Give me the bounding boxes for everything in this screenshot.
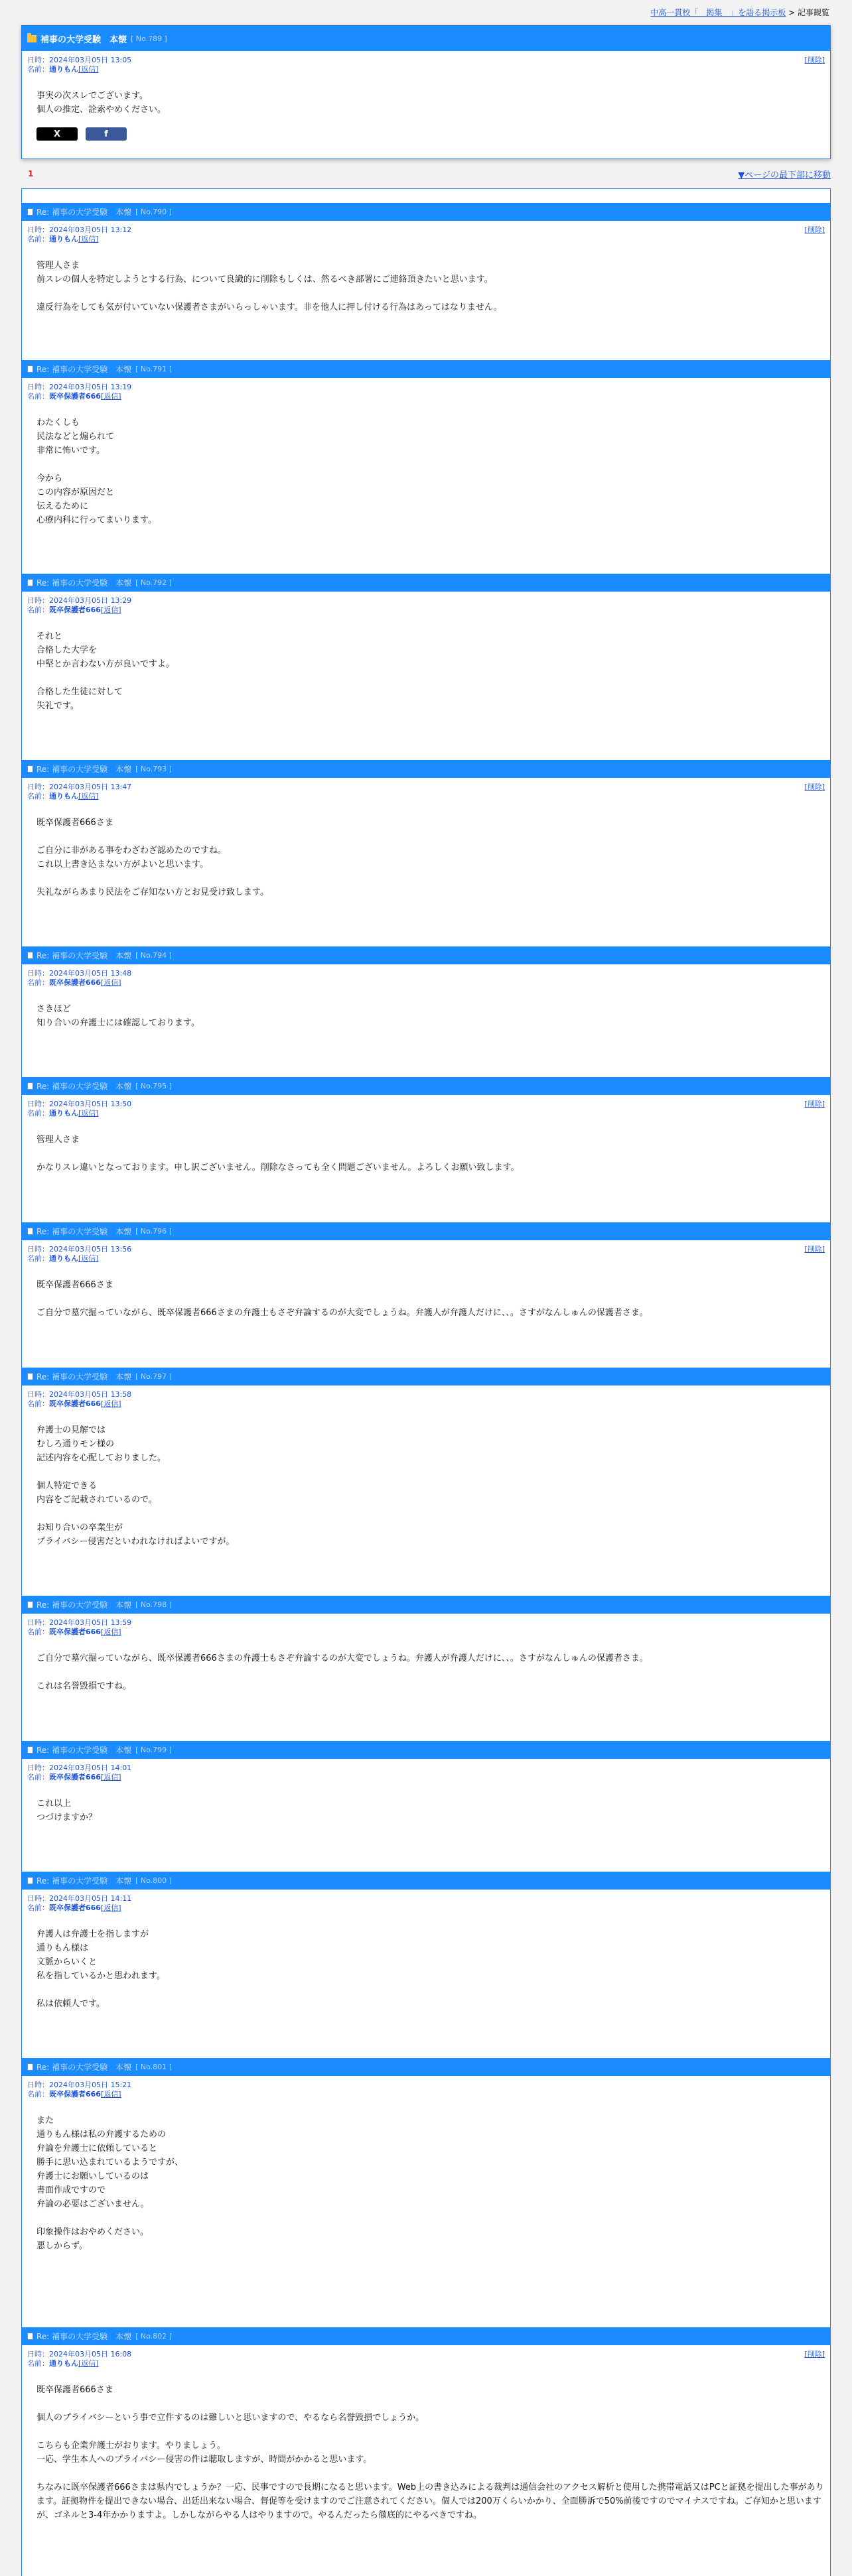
current-page-number: 1 bbox=[28, 169, 34, 178]
thread-title: 補事の大学受験 本懐 bbox=[40, 34, 127, 45]
reply-meta bbox=[22, 1890, 830, 1913]
reply-number: [ No.796 ] bbox=[135, 1227, 172, 1236]
post-paragraph: 既卒保護者666さま bbox=[36, 818, 113, 828]
reply-author: 既卒保護者666 bbox=[49, 1773, 101, 1781]
breadcrumb bbox=[0, 0, 852, 20]
reply-title-bar bbox=[22, 1596, 830, 1614]
content-wrapper bbox=[21, 25, 831, 2576]
reply-meta bbox=[22, 778, 830, 801]
jump-to-bottom-link[interactable]: ▼ページの最下部に移動 bbox=[738, 170, 831, 180]
reply-post bbox=[22, 760, 830, 946]
name-label: 名前： bbox=[27, 1903, 49, 1912]
reply-number: [ No.793 ] bbox=[135, 765, 172, 773]
reply-date: 日時：2024年03月05日 13:58 bbox=[27, 1390, 132, 1399]
reply-title-bar bbox=[22, 360, 830, 378]
name-label: 名前： bbox=[27, 1254, 49, 1263]
name-label: 名前： bbox=[27, 65, 49, 74]
reply-meta bbox=[22, 1095, 830, 1118]
reply-thread-title: 補事の大学受験 本懐 bbox=[52, 1082, 132, 1091]
post-paragraph: 個人のプライバシーという事で立件するのは難しいと思いますので、やるなら名誉毀損でしょうか。 bbox=[36, 2413, 425, 2423]
reply-date: 日時：2024年03月05日 13:59 bbox=[27, 1618, 132, 1627]
reply-author: 既卒保護者666 bbox=[49, 1903, 101, 1912]
reply-body bbox=[22, 1782, 830, 1825]
post-paragraph: かなりスレ違いとなっております。申し訳ございません。削除なさっても全く問題ございません。よろしくお願い致します。 bbox=[36, 1163, 520, 1173]
reply-title-bar bbox=[22, 1077, 830, 1095]
reply-body bbox=[22, 1913, 830, 2011]
reply-post bbox=[22, 2327, 830, 2526]
delete-link[interactable]: [削除] bbox=[804, 225, 825, 234]
reply-author: 既卒保護者666 bbox=[49, 606, 101, 614]
post-paragraph: 管理人さま 前スレの個人を特定しようとする行為、について良識的に削除もしくは、然るべき部署にご連絡頂きたいと思います。 bbox=[36, 261, 493, 285]
main-post-meta bbox=[22, 51, 830, 74]
reply-body bbox=[22, 1263, 830, 1320]
reply-author-line bbox=[27, 1254, 825, 1263]
reply-meta bbox=[22, 1759, 830, 1782]
post-paragraph: 既卒保護者666さま bbox=[36, 1280, 113, 1290]
post-paragraph: ご自分で墓穴掘っていながら、既卒保護者666さまの弁護士もさぞ弁論するのが大変でしょうね。弁護人が弁護人だけに、、。さすがなんしゅんの保護者さま。 bbox=[36, 1308, 648, 1318]
reply-number: [ No.801 ] bbox=[135, 2063, 172, 2071]
reply-post bbox=[22, 1077, 830, 1222]
document-icon bbox=[27, 1373, 33, 1380]
reply-title-bar bbox=[22, 203, 830, 221]
folder-icon bbox=[27, 35, 36, 42]
post-author: 通りもん bbox=[49, 65, 78, 74]
document-icon bbox=[27, 765, 33, 773]
breadcrumb-board-link[interactable]: 中高一貫校「 掲集 」を語る掲示板 bbox=[650, 8, 786, 17]
reply-date: 日時：2024年03月05日 13:19 bbox=[27, 383, 132, 391]
reply-link[interactable]: [返信] bbox=[100, 1773, 121, 1781]
reply-title-bar bbox=[22, 574, 830, 592]
post-paragraph: ご自分に非がある事をわざわざ認めたのですね。 これ以上書き込まない方がよいと思います。 bbox=[36, 846, 227, 869]
reply-thread-title: 補事の大学受験 本懐 bbox=[52, 951, 132, 960]
reply-author-line bbox=[27, 235, 825, 244]
reply-link[interactable]: [返信] bbox=[100, 2090, 121, 2098]
reply-thread-title: 補事の大学受験 本懐 bbox=[52, 365, 132, 374]
reply-number: [ No.792 ] bbox=[135, 578, 172, 587]
reply-prefix: Re: bbox=[36, 2331, 50, 2341]
reply-body bbox=[22, 1118, 830, 1175]
reply-title-bar bbox=[22, 1368, 830, 1385]
reply-meta bbox=[22, 592, 830, 615]
reply-list bbox=[21, 188, 831, 2576]
delete-link[interactable]: [削除] bbox=[804, 1100, 825, 1108]
reply-number: [ No.800 ] bbox=[135, 1876, 172, 1885]
reply-post bbox=[22, 1368, 830, 1596]
reply-date: 日時：2024年03月05日 13:12 bbox=[27, 225, 132, 234]
reply-prefix: Re: bbox=[36, 950, 50, 960]
reply-number: [ No.802 ] bbox=[135, 2332, 172, 2341]
reply-title-bar bbox=[22, 760, 830, 778]
reply-prefix: Re: bbox=[36, 1372, 50, 1382]
reply-author: 既卒保護者666 bbox=[49, 1399, 101, 1408]
reply-prefix: Re: bbox=[36, 1745, 50, 1755]
breadcrumb-separator: > bbox=[786, 8, 798, 17]
reply-title-bar bbox=[22, 946, 830, 964]
post-paragraph: 弁護人は弁護士を指しますが 通りもん様は 文脈からいくと 私を指しているかと思われます。 bbox=[36, 1929, 165, 1981]
reply-author: 通りもん bbox=[49, 1109, 78, 1118]
reply-post bbox=[22, 2058, 830, 2327]
reply-number: [ No.799 ] bbox=[135, 1746, 172, 1754]
reply-thread-title: 補事の大学受験 本懐 bbox=[52, 208, 132, 217]
main-post-title-bar bbox=[22, 26, 830, 51]
share-x-button[interactable] bbox=[36, 127, 78, 141]
reply-body bbox=[22, 615, 830, 713]
reply-link[interactable]: [返信] bbox=[78, 1254, 99, 1263]
reply-link[interactable]: [返信] bbox=[78, 2359, 99, 2368]
reply-link[interactable]: [返信] bbox=[100, 606, 121, 614]
reply-author: 既卒保護者666 bbox=[49, 392, 101, 401]
name-label: 名前： bbox=[27, 2090, 49, 2098]
reply-prefix: Re: bbox=[36, 1600, 50, 1610]
post-paragraph: さきほど 知り合いの弁護士には確認しております。 bbox=[36, 1004, 200, 1028]
reply-author-line bbox=[27, 2359, 825, 2368]
name-label: 名前： bbox=[27, 1628, 49, 1636]
reply-meta bbox=[22, 378, 830, 401]
document-icon bbox=[27, 1228, 33, 1235]
post-paragraph: 印象操作はおやめください。 悪しからず。 bbox=[36, 2227, 149, 2251]
name-label: 名前： bbox=[27, 1109, 49, 1118]
reply-author: 既卒保護者666 bbox=[49, 978, 101, 987]
reply-link[interactable]: [返信] bbox=[100, 1399, 121, 1408]
post-paragraph: それと 合格した大学を 中堅とか言わない方が良いですよ。 bbox=[36, 631, 175, 669]
post-date: 日時：2024年03月05日 13:05 bbox=[27, 56, 132, 64]
reply-link[interactable]: [返信] bbox=[100, 392, 121, 401]
reply-title-bar bbox=[22, 1222, 830, 1240]
reply-prefix: Re: bbox=[36, 1226, 50, 1236]
name-label: 名前： bbox=[27, 392, 49, 401]
reply-prefix: Re: bbox=[36, 2062, 50, 2072]
reply-post bbox=[22, 574, 830, 760]
reply-number: [ No.798 ] bbox=[135, 1600, 172, 1609]
reply-author: 既卒保護者666 bbox=[49, 1628, 101, 1636]
reply-author-line bbox=[27, 606, 825, 615]
document-icon bbox=[27, 1082, 33, 1090]
post-paragraph: ちなみに既卒保護者666さまは県内でしょうか？一応、民事ですので長期になると思います。Web上の書き込みによる裁判は通信会社のアクセス解析と使用した携帯電話又はPCと証拠を提出した事があります。証拠物件を提出できない場合、出廷出来ない場合、督促等を受けますのでご注意されてください。個人では200万くらいかかり、全面勝訴で50%前後ですのでマイナスですね。ご存知かと思いますが、ゴネルと3-4年かかりますよ。しかしながらやる人はやりますので。やるんだったら徹底的にやるべきですね。 bbox=[36, 2482, 824, 2520]
reply-post bbox=[22, 1222, 830, 1368]
post-paragraph: 失礼ながらあまり民法をご存知ない方とお見受け致します。 bbox=[36, 887, 269, 897]
reply-meta bbox=[22, 1614, 830, 1637]
reply-date: 日時：2024年03月05日 13:50 bbox=[27, 1100, 132, 1108]
name-label: 名前： bbox=[27, 1399, 49, 1408]
reply-prefix: Re: bbox=[36, 1876, 50, 1886]
reply-number: [ No.797 ] bbox=[135, 1372, 172, 1381]
reply-meta bbox=[22, 1385, 830, 1409]
reply-post bbox=[22, 1872, 830, 2058]
reply-link[interactable]: [返信] bbox=[78, 792, 99, 801]
post-paragraph: こちらも企業弁護士がおります。やりましょう。 一応、学生本人へのプライバシー侵害の件は聴取しますが、時間がかかると思います。 bbox=[36, 2441, 372, 2465]
post-number: [ No.789 ] bbox=[131, 34, 167, 43]
delete-link[interactable]: [削除] bbox=[804, 783, 825, 791]
reply-thread-title: 補事の大学受験 本懐 bbox=[52, 2332, 132, 2341]
reply-prefix: Re: bbox=[36, 1081, 50, 1091]
reply-thread-title: 補事の大学受験 本懐 bbox=[52, 765, 132, 774]
reply-author: 既卒保護者666 bbox=[49, 2090, 101, 2098]
reply-author-line bbox=[27, 1903, 825, 1913]
document-icon bbox=[27, 579, 33, 586]
reply-link[interactable]: [返信] bbox=[100, 1903, 121, 1912]
reply-number: [ No.795 ] bbox=[135, 1082, 172, 1090]
reply-meta bbox=[22, 964, 830, 988]
post-paragraph: 今から この内容が原因だと 伝えるために 心療内科に行ってまいります。 bbox=[36, 474, 157, 525]
post-paragraph: 事実の次スレでございます。 個人の推定、詮索やめください。 bbox=[36, 91, 167, 115]
reply-thread-title: 補事の大学受験 本懐 bbox=[52, 1372, 132, 1382]
reply-author-line bbox=[27, 1109, 825, 1118]
reply-date: 日時：2024年03月05日 14:11 bbox=[27, 1894, 132, 1903]
reply-author: 通りもん bbox=[49, 792, 78, 801]
reply-body bbox=[22, 2368, 830, 2522]
reply-author-line bbox=[27, 1628, 825, 1637]
post-paragraph: これ以上 つづけますか？ bbox=[36, 1799, 98, 1823]
reply-post bbox=[22, 203, 830, 360]
document-icon bbox=[27, 1601, 33, 1608]
reply-author: 通りもん bbox=[49, 235, 78, 243]
name-label: 名前： bbox=[27, 2359, 49, 2368]
reply-author: 通りもん bbox=[49, 2359, 78, 2368]
post-paragraph: お知り合いの卒業生が プライバシー侵害だといわれなければよいですが。 bbox=[36, 1523, 235, 1547]
reply-body bbox=[22, 988, 830, 1030]
reply-body bbox=[22, 2099, 830, 2253]
reply-post bbox=[22, 1741, 830, 1872]
document-icon bbox=[27, 208, 33, 216]
main-post-body bbox=[22, 74, 830, 117]
reply-date: 日時：2024年03月05日 16:08 bbox=[27, 2350, 132, 2358]
document-icon bbox=[27, 1746, 33, 1754]
reply-number: [ No.790 ] bbox=[135, 208, 172, 216]
delete-link[interactable]: [削除] bbox=[804, 56, 825, 64]
delete-link[interactable]: [削除] bbox=[804, 2350, 825, 2358]
reply-link[interactable]: [返信] bbox=[78, 1109, 99, 1118]
post-paragraph: 管理人さま bbox=[36, 1135, 80, 1145]
reply-date: 日時：2024年03月05日 14:01 bbox=[27, 1764, 132, 1772]
reply-date: 日時：2024年03月05日 13:29 bbox=[27, 596, 132, 605]
reply-thread-title: 補事の大学受験 本懐 bbox=[52, 1227, 132, 1236]
share-buttons bbox=[22, 117, 830, 141]
reply-link[interactable]: [返信] bbox=[100, 1628, 121, 1636]
delete-link[interactable]: [削除] bbox=[804, 1245, 825, 1254]
reply-author-line bbox=[27, 1773, 825, 1782]
reply-body bbox=[22, 1409, 830, 1549]
post-paragraph: 違反行為をしても気が付いていない保護者さまがいらっしゃいます。非を他人に押し付ける行為はあってはなりません。 bbox=[36, 302, 502, 312]
reply-title-bar bbox=[22, 2327, 830, 2345]
reply-thread-title: 補事の大学受験 本懐 bbox=[52, 1600, 132, 1610]
post-paragraph: 合格した生徒に対して 失礼です。 bbox=[36, 687, 123, 711]
name-label: 名前： bbox=[27, 235, 49, 243]
reply-date: 日時：2024年03月05日 13:56 bbox=[27, 1245, 132, 1254]
reply-meta bbox=[22, 2345, 830, 2368]
post-paragraph: ご自分で墓穴掘っていながら、既卒保護者666さまの弁護士もさぞ弁論するのが大変でしょうね。弁護人が弁護人だけに、、。さすがなんしゅんの保護者さま。 bbox=[36, 1653, 648, 1663]
reply-author-line bbox=[27, 978, 825, 988]
document-icon bbox=[27, 1877, 33, 1884]
reply-date: 日時：2024年03月05日 13:48 bbox=[27, 969, 132, 978]
reply-title-bar bbox=[22, 1872, 830, 1890]
reply-meta bbox=[22, 2076, 830, 2099]
breadcrumb-current: 記事観覧 bbox=[797, 8, 829, 17]
reply-title-bar bbox=[22, 2058, 830, 2076]
document-icon bbox=[27, 952, 33, 959]
name-label: 名前： bbox=[27, 978, 49, 987]
post-paragraph: 私は依頼人です。 bbox=[36, 1999, 105, 2009]
reply-link[interactable]: [返信] bbox=[78, 65, 99, 74]
reply-prefix: Re: bbox=[36, 578, 50, 588]
pager bbox=[21, 159, 831, 188]
reply-author-line bbox=[27, 792, 825, 801]
facebook-icon: f bbox=[104, 129, 108, 139]
name-label: 名前： bbox=[27, 792, 49, 801]
reply-post bbox=[22, 946, 830, 1077]
document-icon bbox=[27, 2063, 33, 2071]
reply-date: 日時：2024年03月05日 15:21 bbox=[27, 2081, 132, 2089]
reply-prefix: Re: bbox=[36, 364, 50, 374]
share-facebook-button[interactable] bbox=[86, 127, 127, 141]
reply-meta bbox=[22, 221, 830, 244]
post-author-line bbox=[27, 65, 825, 74]
reply-body bbox=[22, 801, 830, 899]
name-label: 名前： bbox=[27, 1773, 49, 1781]
reply-prefix: Re: bbox=[36, 207, 50, 217]
post-paragraph: 弁護士の見解では むしろ通りモン様の 記述内容を心配しておりました。 bbox=[36, 1425, 167, 1463]
reply-number: [ No.794 ] bbox=[135, 951, 172, 960]
reply-prefix: Re: bbox=[36, 764, 50, 774]
reply-number: [ No.791 ] bbox=[135, 365, 172, 373]
reply-meta bbox=[22, 1240, 830, 1263]
name-label: 名前： bbox=[27, 606, 49, 614]
reply-date: 日時：2024年03月05日 13:47 bbox=[27, 783, 132, 791]
post-paragraph: これは名誉毀損ですね。 bbox=[36, 1681, 132, 1691]
document-icon bbox=[27, 365, 33, 373]
reply-title-bar bbox=[22, 1741, 830, 1759]
reply-author-line bbox=[27, 392, 825, 401]
reply-body bbox=[22, 1637, 830, 1693]
reply-body bbox=[22, 244, 830, 314]
post-paragraph: 個人特定できる 内容をご記載されているので。 bbox=[36, 1481, 157, 1505]
reply-thread-title: 補事の大学受験 本懐 bbox=[52, 578, 132, 588]
reply-author-line bbox=[27, 1399, 825, 1409]
reply-thread-title: 補事の大学受験 本懐 bbox=[52, 1876, 132, 1886]
document-icon bbox=[27, 2333, 33, 2340]
reply-post bbox=[22, 360, 830, 574]
post-paragraph: また 通りもん様は私の弁護するための 弁論を弁護士に依頼していると 勝手に思い込まれているようですが、 弁護士にお願いしているのは 書面作成ですので 弁論の必要はございません。 bbox=[36, 2116, 184, 2209]
reply-author-line bbox=[27, 2090, 825, 2099]
reply-link[interactable]: [返信] bbox=[78, 235, 99, 243]
reply-thread-title: 補事の大学受験 本懐 bbox=[52, 2063, 132, 2072]
post-paragraph: 既卒保護者666さま bbox=[36, 2385, 113, 2395]
reply-author: 通りもん bbox=[49, 1254, 78, 1263]
reply-body bbox=[22, 401, 830, 527]
post-paragraph: わたくしも 民法などと煽られて 非常に怖いです。 bbox=[36, 418, 115, 456]
x-icon: X bbox=[53, 129, 61, 139]
main-post bbox=[21, 25, 831, 159]
reply-link[interactable]: [返信] bbox=[100, 978, 121, 987]
reply-post bbox=[22, 1596, 830, 1741]
reply-thread-title: 補事の大学受験 本懐 bbox=[52, 1746, 132, 1755]
